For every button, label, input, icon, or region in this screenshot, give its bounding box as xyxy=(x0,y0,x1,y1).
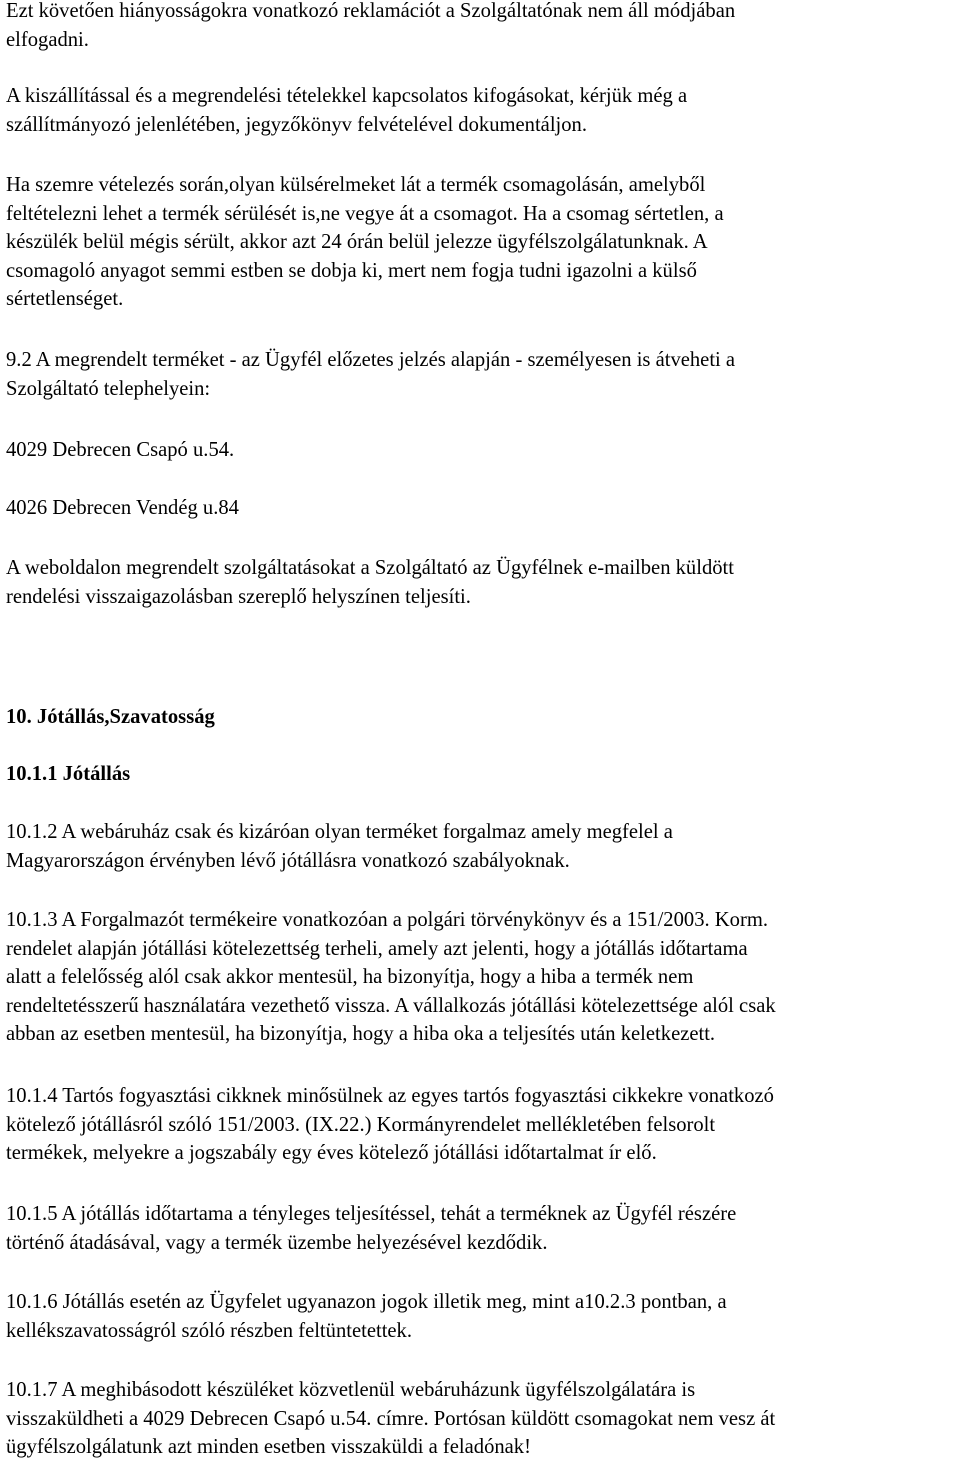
text-line: Szolgáltató telephelyein: xyxy=(6,377,211,400)
text-line: 10.1.7 A meghibásodott készüléket közvetlenül webáruházunk ügyfélszolgálatára is xyxy=(6,1379,696,1401)
text-line: 10.1.6 Jótállás esetén az Ügyfelet ugyanazon jogok illetik meg, mint a10.2.3 pontban, a xyxy=(6,1291,727,1313)
text-line: ügyfélszolgálatunk azt minden esetben visszaküldi a feladónak! xyxy=(6,1436,531,1459)
text-line: alatt a felelősség alól csak akkor mentesül, ha bizonyítja, hogy a hiba a termék nem xyxy=(6,966,694,989)
text-line: 10.1.4 Tartós fogyasztási cikknek minősülnek az egyes tartós fogyasztási cikkekre vonatkozó xyxy=(6,1085,774,1107)
paragraph-csomagolas xyxy=(6,171,724,314)
paragraph-9-2 xyxy=(6,346,735,403)
text-line: 4029 Debrecen Csapó u.54. xyxy=(6,439,235,461)
text-line: feltételezni lehet a termék sérülését is,ne vegye át a csomagot. Ha a csomag sértetlen, a xyxy=(6,202,724,225)
address-csapo xyxy=(6,436,234,465)
heading-text: 10.1.1 Jótállás xyxy=(6,763,131,785)
paragraph-10-1-5 xyxy=(6,1200,736,1257)
text-line: visszaküldheti a 4029 Debrecen Csapó u.54. címre. Portósan küldött csomagokat nem vesz át xyxy=(6,1407,776,1430)
text-line: szállítmányozó jelenlétében, jegyzőkönyv felvételével dokumentáljon. xyxy=(6,113,587,136)
text-line: sértetlenséget. xyxy=(6,288,124,311)
paragraph-weboldal xyxy=(6,554,734,611)
text-line: A kiszállítással és a megrendelési tételekkel kapcsolatos kifogásokat, kérjük még a xyxy=(6,85,688,107)
text-line: történő átadásával, vagy a termék üzembe helyezésével kezdődik. xyxy=(6,1231,548,1254)
text-line: csomagoló anyagot semmi estben se dobja ki, mert nem fogja tudni igazolni a külső xyxy=(6,259,697,282)
text-line: 4026 Debrecen Vendég u.84 xyxy=(6,497,239,519)
text-line: elfogadni. xyxy=(6,28,89,51)
section-heading-10 xyxy=(6,703,215,732)
text-line: 10.1.2 A webáruház csak és kizáróan olyan terméket forgalmaz amely megfelel a xyxy=(6,821,673,843)
text-line: 9.2 A megrendelt terméket - az Ügyfél előzetes jelzés alapján - személyesen is átveheti a xyxy=(6,349,736,371)
text-line: 10.1.5 A jótállás időtartama a tényleges teljesítéssel, tehát a terméknek az Ügyfél részére xyxy=(6,1203,737,1225)
text-line: termékek, melyekre a jogszabály egy éves kötelező jótállási időtartalmat ír elő. xyxy=(6,1142,657,1165)
text-line: abban az esetben mentesül, ha bizonyítja, hogy a hiba oka a teljesítés után keletkezett. xyxy=(6,1023,716,1046)
text-line: Ezt követően hiányosságokra vonatkozó reklamációt a Szolgáltatónak nem áll módjában xyxy=(6,0,736,22)
paragraph-kiszallitas xyxy=(6,82,687,139)
subsection-heading-10-1-1 xyxy=(6,760,130,789)
paragraph-10-1-4 xyxy=(6,1082,774,1168)
text-line: rendeltetésszerű használatára vezethető vissza. A vállalkozás jótállási kötelezettsége alól csak xyxy=(6,994,776,1017)
text-line: Magyarországon érvényben lévő jótállásra vonatkozó szabályoknak. xyxy=(6,849,570,872)
paragraph-10-1-7 xyxy=(6,1376,775,1462)
text-line: kötelező jótállásról szóló 151/2003. (IX.22.) Kormányrendelet mellékletében felsorolt xyxy=(6,1113,716,1136)
text-line: A weboldalon megrendelt szolgáltatásokat a Szolgáltató az Ügyfélnek e-mailben küldött xyxy=(6,557,734,579)
paragraph-10-1-2 xyxy=(6,818,673,875)
text-line: rendelet alapján jótállási kötelezettség terheli, amely azt jelenti, hogy a jótállás időtartama xyxy=(6,937,748,960)
paragraph-10-1-6 xyxy=(6,1288,727,1345)
heading-text: 10. Jótállás,Szavatosság xyxy=(6,706,215,728)
paragraph-10-1-3 xyxy=(6,906,776,1049)
text-line: Ha szemre vételezés során,olyan külsérelmeket lát a termék csomagolásán, amelyből xyxy=(6,174,706,196)
address-vendeg xyxy=(6,494,239,523)
paragraph-reklamacio xyxy=(6,0,735,54)
text-line: készülék belül mégis sérült, akkor azt 24 órán belül jelezze ügyfélszolgálatunknak. A xyxy=(6,231,708,254)
text-line: kellékszavatosságról szóló részben feltüntetettek. xyxy=(6,1319,413,1342)
text-line: 10.1.3 A Forgalmazót termékeire vonatkozóan a polgári törvénykönyv és a 151/2003. Korm. xyxy=(6,909,768,931)
text-line: rendelési visszaigazolásban szereplő helyszínen teljesíti. xyxy=(6,585,471,608)
